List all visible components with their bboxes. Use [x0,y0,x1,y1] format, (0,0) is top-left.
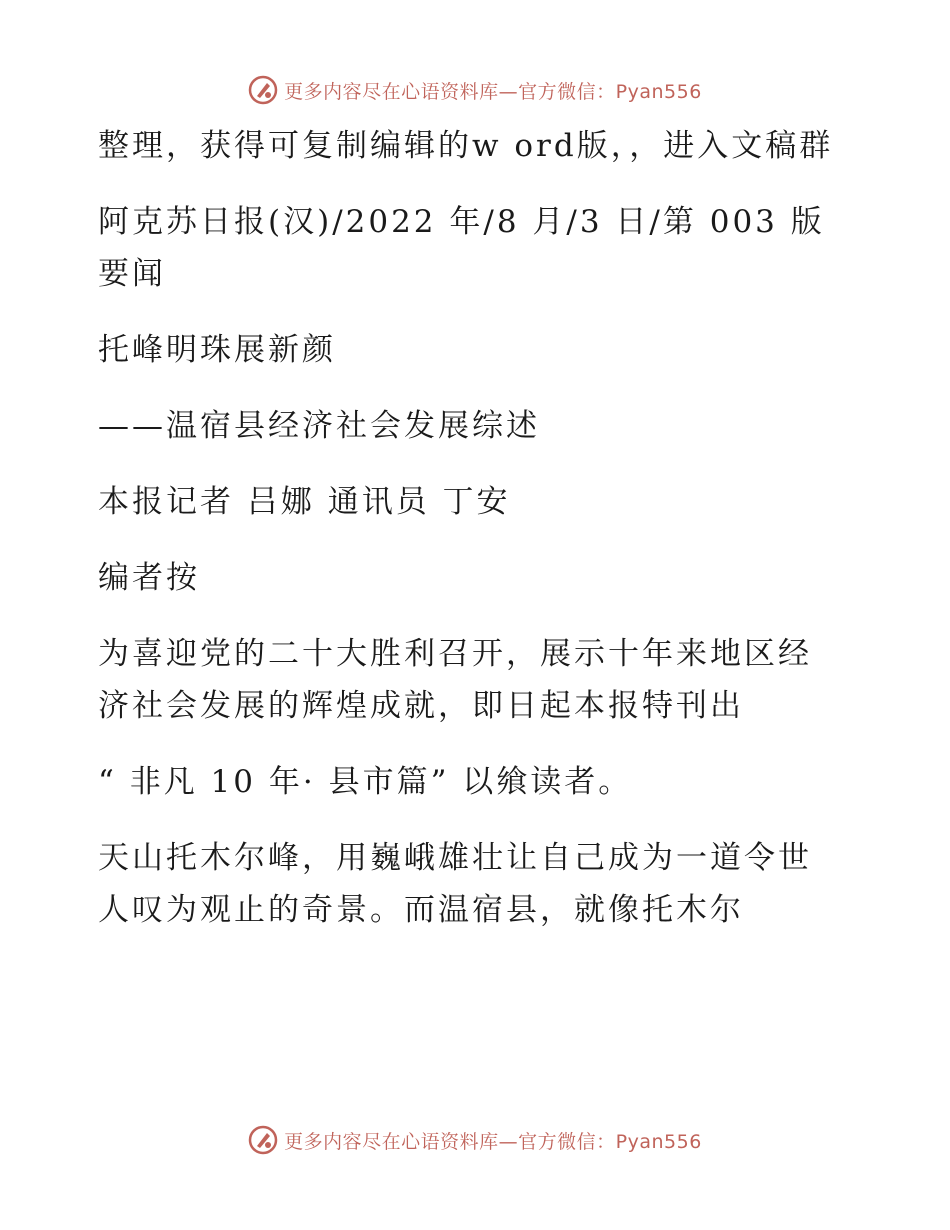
byline: 本报记者 吕娜 通讯员 丁安 [98,484,511,520]
editor-note-heading: 编者按 [98,560,200,596]
paragraph-intro: 整理，获得可复制编辑的w ord版，，进入文稿群 [98,128,834,164]
pen-nib-logo-icon [248,75,278,105]
document-body [98,120,838,960]
watermark-text: 更多内容尽在心语资料库—官方微信：Pyan556 [284,1130,702,1153]
article-title: 托峰明珠展新颜 [98,332,336,368]
pen-nib-logo-icon [248,1125,278,1155]
header-watermark [0,70,950,110]
paragraph-source: 阿克苏日报(汉)/2022 年/8 月/3 日/第 003 版要闻 [98,204,825,292]
footer-watermark [0,1120,950,1160]
watermark-text: 更多内容尽在心语资料库—官方微信：Pyan556 [284,80,702,103]
article-body-paragraph: 天山托木尔峰，用巍峨雄壮让自己成为一道令世人叹为观止的奇景。而温宿县，就像托木尔 [98,840,812,928]
editor-note-series: “ 非凡 10 年· 县市篇” 以飨读者。 [98,764,633,800]
editor-note-body: 为喜迎党的二十大胜利召开，展示十年来地区经济社会发展的辉煌成就，即日起本报特刊出 [98,636,812,724]
article-subtitle: ——温宿县经济社会发展综述 [98,408,540,444]
